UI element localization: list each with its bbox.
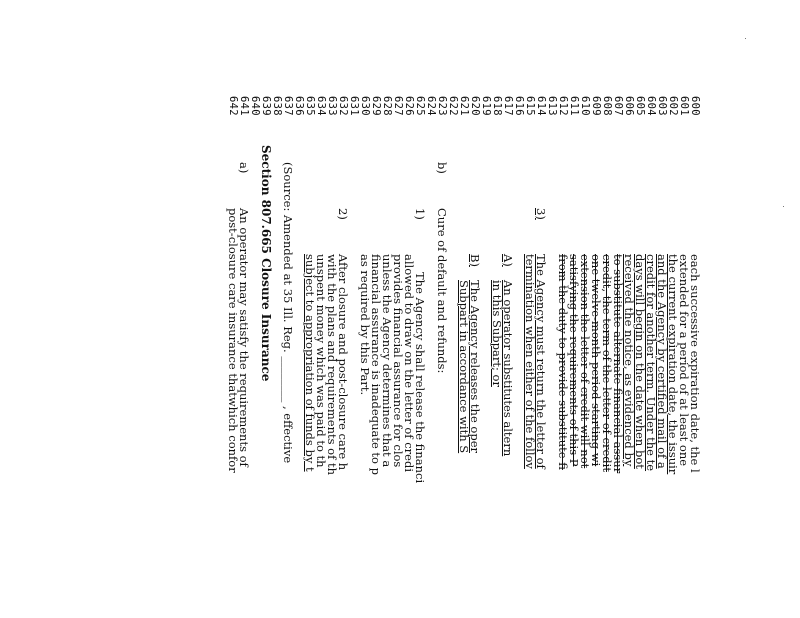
line-text: credit, the term of the letter of credit bbox=[600, 254, 614, 472]
line-text: financial assurance is inadequate to p bbox=[369, 254, 383, 475]
line-text: allowed to draw on the letter of credi bbox=[402, 254, 416, 472]
line-number: 635 bbox=[304, 96, 316, 116]
item-label: A) bbox=[501, 254, 515, 267]
line-number: 628 bbox=[381, 96, 393, 116]
line-text: satisfying the requirements of this P bbox=[567, 254, 581, 467]
line-text: subject to appropriation of funds by t bbox=[303, 254, 317, 472]
line-text: with the plans and requirements of th bbox=[325, 254, 339, 476]
line-text: The Agency releases the oper bbox=[468, 280, 482, 453]
line-630 bbox=[359, 0, 370, 618]
line-number: 624 bbox=[425, 96, 437, 116]
line-text: Subpart in accordance with S bbox=[457, 280, 471, 454]
line-623 bbox=[436, 0, 447, 618]
line-text: from the duty to provide substitute fi bbox=[556, 254, 570, 470]
line-number: 625 bbox=[414, 96, 426, 116]
source-note: (Source: Amended at 35 Ill. Reg. ________ , effective bbox=[281, 162, 295, 464]
item-label: a) bbox=[237, 162, 251, 174]
line-text: received the notice, as evidenced by bbox=[622, 254, 636, 467]
line-text: An operator may satisfy the requirements of bbox=[237, 208, 251, 467]
scan-speck bbox=[745, 38, 746, 39]
line-text: After closure and post-closure care h bbox=[336, 254, 350, 471]
line-number: 637 bbox=[282, 96, 294, 116]
line-number: 608 bbox=[601, 96, 613, 116]
item-label: b) bbox=[435, 162, 449, 174]
line-number: 607 bbox=[612, 96, 624, 116]
line-number: 632 bbox=[337, 96, 349, 116]
line-text: The Agency shall release the financi bbox=[413, 272, 427, 484]
line-text: each successive expiration date, the l bbox=[688, 254, 702, 473]
line-639 bbox=[260, 0, 271, 618]
line-number: 602 bbox=[667, 96, 679, 116]
line-number: 616 bbox=[513, 96, 525, 116]
line-text: extended for a period of at least one bbox=[677, 254, 691, 467]
line-number: 626 bbox=[403, 96, 415, 116]
line-number: 634 bbox=[315, 96, 327, 116]
line-text: in this Subpart; or bbox=[490, 280, 504, 387]
line-635 bbox=[304, 0, 315, 618]
line-number: 636 bbox=[293, 96, 305, 116]
line-text: the current expiration date, the issuir bbox=[666, 254, 680, 475]
line-text: and the Agency by certified mail of a bbox=[655, 254, 669, 469]
line-text: provides financial assurance for clos bbox=[391, 254, 405, 468]
item-label: 1) bbox=[413, 208, 427, 220]
item-label: 2) bbox=[336, 208, 350, 220]
line-612 bbox=[557, 0, 568, 618]
line-text: The Agency must return the letter of bbox=[534, 254, 548, 469]
line-number: 618 bbox=[491, 96, 503, 116]
line-number: 629 bbox=[370, 96, 382, 116]
line-number: 600 bbox=[689, 96, 701, 116]
line-number: 601 bbox=[678, 96, 690, 116]
line-number: 604 bbox=[645, 96, 657, 116]
line-text: as required by this Part. bbox=[358, 254, 372, 396]
line-text: credit for another term. Under the te bbox=[644, 254, 658, 472]
line-number: 611 bbox=[568, 96, 580, 116]
line-text: termination when either of the follov bbox=[523, 254, 537, 469]
line-number: 614 bbox=[535, 96, 547, 116]
line-text: days will begin on the date when bot bbox=[633, 254, 647, 469]
line-number: 609 bbox=[590, 96, 602, 116]
item-label: B) bbox=[468, 254, 482, 267]
line-642 bbox=[227, 0, 238, 618]
line-number: 627 bbox=[392, 96, 404, 116]
line-number: 642 bbox=[227, 96, 239, 116]
line-text: post-closure care insurance thatwhich confor bbox=[226, 208, 240, 473]
line-text: An operator substitutes altern bbox=[501, 280, 515, 457]
line-number: 610 bbox=[579, 96, 591, 116]
line-text: unspent money which was paid to th bbox=[314, 254, 328, 468]
line-number: 638 bbox=[271, 96, 283, 116]
line-number: 631 bbox=[348, 96, 360, 116]
line-text: one twelve-month period starting wi bbox=[589, 254, 603, 467]
line-number: 633 bbox=[326, 96, 338, 116]
line-text: unless the Agency determines that a bbox=[380, 254, 394, 468]
line-number: 622 bbox=[447, 96, 459, 116]
line-number: 630 bbox=[359, 96, 371, 116]
line-number: 639 bbox=[260, 96, 272, 116]
line-number: 612 bbox=[557, 96, 569, 116]
line-number: 641 bbox=[238, 96, 250, 116]
line-number: 620 bbox=[469, 96, 481, 116]
line-621 bbox=[458, 0, 469, 618]
line-615 bbox=[524, 0, 535, 618]
line-number: 621 bbox=[458, 96, 470, 116]
line-number: 613 bbox=[546, 96, 558, 116]
line-637 bbox=[282, 0, 293, 618]
line-618 bbox=[491, 0, 502, 618]
line-number: 617 bbox=[502, 96, 514, 116]
line-text: extension the letter of credit will not bbox=[578, 254, 592, 469]
line-number: 623 bbox=[436, 96, 448, 116]
item-label: 3) bbox=[534, 208, 548, 220]
line-number: 603 bbox=[656, 96, 668, 116]
line-text: Cure of default and refunds: bbox=[435, 208, 449, 374]
scan-speck bbox=[783, 206, 784, 207]
section-heading: Section 807.665 Closure Insurance bbox=[259, 145, 273, 382]
line-number: 606 bbox=[623, 96, 635, 116]
line-number: 605 bbox=[634, 96, 646, 116]
line-number: 640 bbox=[249, 96, 261, 116]
line-text: to substitute alternate financial assur bbox=[611, 254, 625, 474]
line-number: 615 bbox=[524, 96, 536, 116]
line-number: 619 bbox=[480, 96, 492, 116]
